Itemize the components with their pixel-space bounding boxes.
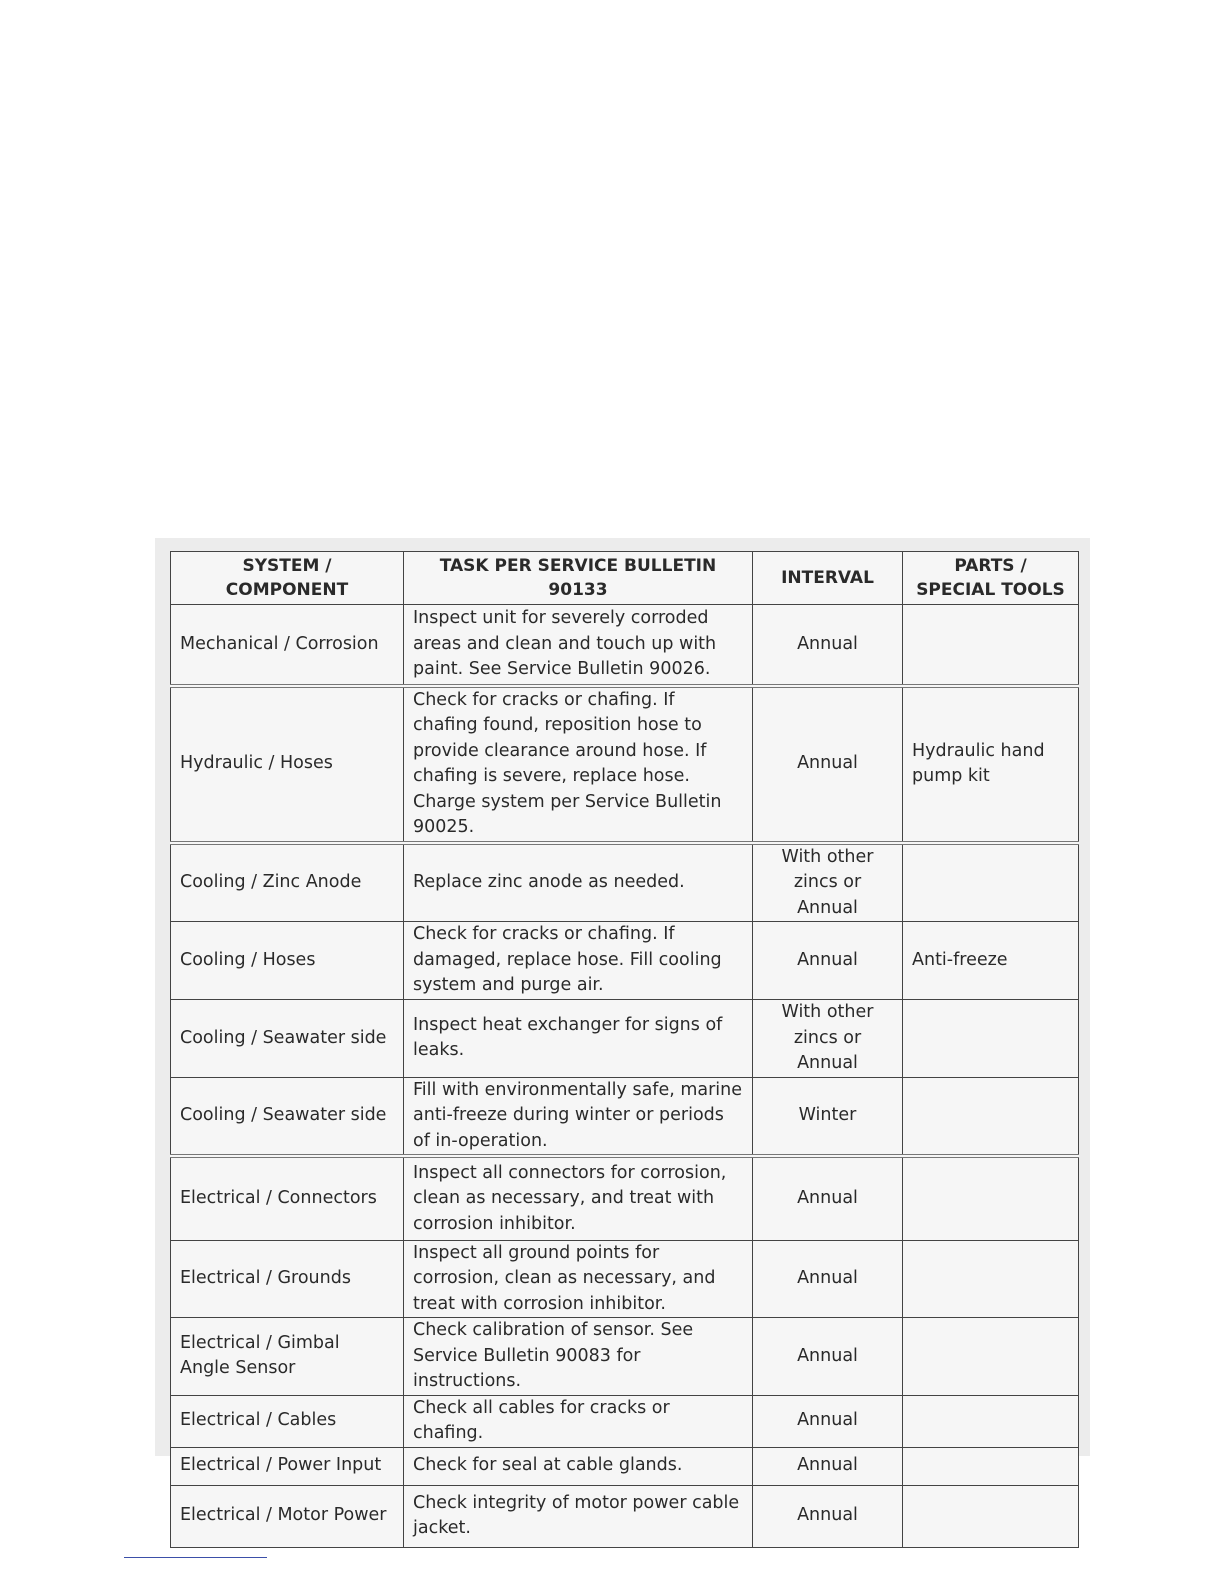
cell-parts (903, 605, 1079, 686)
table-row (171, 1447, 1079, 1485)
table-row (171, 1000, 1079, 1078)
cell-interval: With other zincs or Annual (753, 1000, 903, 1078)
cell-parts (903, 1000, 1079, 1078)
table-row (171, 1318, 1079, 1396)
cell-system: Electrical / Gimbal Angle Sensor (171, 1318, 404, 1396)
cell-task: Check for cracks or chafing. If damaged, replace hose. Fill cooling system and purge air. (404, 922, 753, 1000)
cell-task: Inspect all ground points for corrosion, clean as necessary, and treat with corrosion inhibitor. (404, 1240, 753, 1318)
cell-parts (903, 1240, 1079, 1318)
cell-task: Check for cracks or chafing. If chafing found, reposition hose to provide clearance around hose. If chafing is severe, replace hose. Charge system per Service Bulletin 90025. (404, 686, 753, 843)
cell-interval: Annual (753, 686, 903, 843)
cell-parts (903, 1447, 1079, 1485)
cell-parts (903, 1318, 1079, 1396)
header-system-component: SYSTEM / COMPONENT (171, 552, 404, 605)
cell-system: Electrical / Motor Power (171, 1485, 404, 1547)
cell-system: Hydraulic / Hoses (171, 686, 404, 843)
cell-parts (903, 1395, 1079, 1447)
header-interval: INTERVAL (753, 552, 903, 605)
cell-parts (903, 1077, 1079, 1156)
cell-interval: Annual (753, 1395, 903, 1447)
cell-interval: Annual (753, 922, 903, 1000)
table-header-row (171, 552, 1079, 605)
cell-system: Mechanical / Corrosion (171, 605, 404, 686)
cell-system: Electrical / Connectors (171, 1156, 404, 1240)
cell-interval: With other zincs or Annual (753, 843, 903, 922)
cell-task: Replace zinc anode as needed. (404, 843, 753, 922)
header-parts-tools: PARTS / SPECIAL TOOLS (903, 552, 1079, 605)
cell-task: Inspect unit for severely corroded areas and clean and touch up with paint. See Service Bulletin 90026. (404, 605, 753, 686)
cell-task: Fill with environmentally safe, marine anti-freeze during winter or periods of in-operation. (404, 1077, 753, 1156)
cell-parts: Hydraulic hand pump kit (903, 686, 1079, 843)
cell-parts (903, 1156, 1079, 1240)
table-row (171, 1395, 1079, 1447)
table-row (171, 1240, 1079, 1318)
cell-interval: Annual (753, 1240, 903, 1318)
cell-system: Cooling / Seawater side (171, 1077, 404, 1156)
table-row (171, 922, 1079, 1000)
table-row (171, 1485, 1079, 1547)
cell-task: Check integrity of motor power cable jacket. (404, 1485, 753, 1547)
cell-task: Check for seal at cable glands. (404, 1447, 753, 1485)
cell-system: Cooling / Hoses (171, 922, 404, 1000)
cell-interval: Annual (753, 1447, 903, 1485)
cell-system: Electrical / Cables (171, 1395, 404, 1447)
table-row (171, 1156, 1079, 1240)
table-row (171, 843, 1079, 922)
cell-task: Check all cables for cracks or chafing. (404, 1395, 753, 1447)
header-task: TASK PER SERVICE BULLETIN 90133 (404, 552, 753, 605)
cell-interval: Annual (753, 1318, 903, 1396)
cell-interval: Annual (753, 1156, 903, 1240)
cell-task: Inspect all connectors for corrosion, clean as necessary, and treat with corrosion inhibitor. (404, 1156, 753, 1240)
cell-system: Cooling / Zinc Anode (171, 843, 404, 922)
cell-interval: Annual (753, 605, 903, 686)
cell-parts (903, 1485, 1079, 1547)
maintenance-table (170, 551, 1079, 1548)
cell-interval: Winter (753, 1077, 903, 1156)
table-row (171, 605, 1079, 686)
cell-system: Cooling / Seawater side (171, 1000, 404, 1078)
cell-task: Check calibration of sensor. See Service Bulletin 90083 for instructions. (404, 1318, 753, 1396)
footnote-separator (124, 1557, 267, 1558)
cell-interval: Annual (753, 1485, 903, 1547)
cell-parts: Anti-freeze (903, 922, 1079, 1000)
cell-parts (903, 843, 1079, 922)
cell-task: Inspect heat exchanger for signs of leaks. (404, 1000, 753, 1078)
cell-system: Electrical / Grounds (171, 1240, 404, 1318)
cell-system: Electrical / Power Input (171, 1447, 404, 1485)
table-row (171, 1077, 1079, 1156)
table-row (171, 686, 1079, 843)
